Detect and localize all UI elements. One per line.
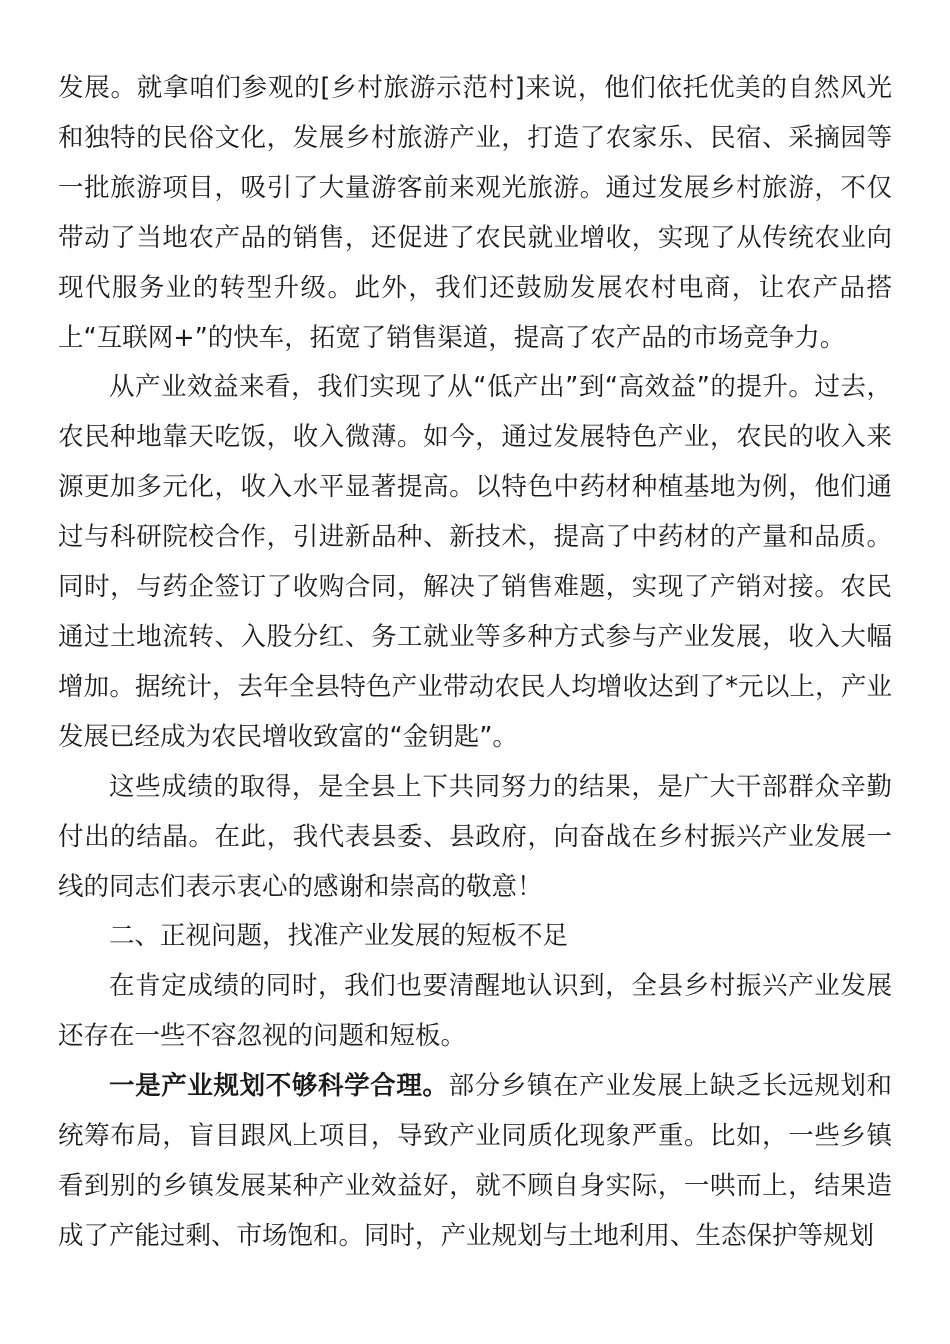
paragraph-body-text: 部分乡镇在产业发展上缺乏长远规划和统筹布局，盲目跟风上项目，导致产业同质化现象严重。比如，一些乡镇看到别的乡镇发展某种产业效益好，就不顾自身实际，一哄而上，结果造成了产能过剩、市场饱和。同时，产业规划与土地利用、生态保护等规划 <box>58 1071 892 1251</box>
document-page <box>58 64 892 1262</box>
paragraph-rural-tourism: 发展。就拿咱们参观的[乡村旅游示范村]来说，他们依托优美的自然风光和独特的民俗文化，发展乡村旅游产业，打造了农家乐、民宿、采摘园等一批旅游项目，吸引了大量游客前来观光旅游。通过发展乡村旅游，不仅带动了当地农产品的销售，还促进了农民就业增收，实现了从传统农业向现代服务业的转型升级。此外，我们还鼓励发展农村电商，让农产品搭上“互联网+”的快车，拓宽了销售渠道，提高了农产品的市场竞争力。 <box>58 73 892 353</box>
paragraph-planning-issue <box>58 1062 892 1262</box>
paragraph-problems-intro: 在肯定成绩的同时，我们也要清醒地认识到，全县乡村振兴产业发展还存在一些不容忽视的问题和短板。 <box>58 971 892 1052</box>
section-heading-problems: 二、正视问题，找准产业发展的短板不足 <box>109 921 569 952</box>
paragraph-achievements-thanks: 这些成绩的取得，是全县上下共同努力的结果，是广大干部群众辛勤付出的结晶。在此，我代表县委、县政府，向奋战在乡村振兴产业发展一线的同志们表示衷心的感谢和崇高的敬意！ <box>58 771 892 902</box>
paragraph-industry-benefits: 从产业效益来看，我们实现了从“低产出”到“高效益”的提升。过去，农民种地靠天吃饭，收入微薄。如今，通过发展特色产业，农民的收入来源更加多元化，收入水平显著提高。以特色中药材种植基地为例，他们通过与科研院校合作，引进新品种、新技术，提高了中药材的产量和品质。同时，与药企签订了收购合同，解决了销售难题，实现了产销对接。农民通过土地流转、入股分红、务工就业等多种方式参与产业发展，收入大幅增加。据统计，去年全县特色产业带动农民人均增收达到了*元以上，产业发展已经成为农民增收致富的“金钥匙”。 <box>58 372 892 752</box>
paragraph-lead-bold: 一是产业规划不够科学合理。 <box>109 1071 449 1102</box>
